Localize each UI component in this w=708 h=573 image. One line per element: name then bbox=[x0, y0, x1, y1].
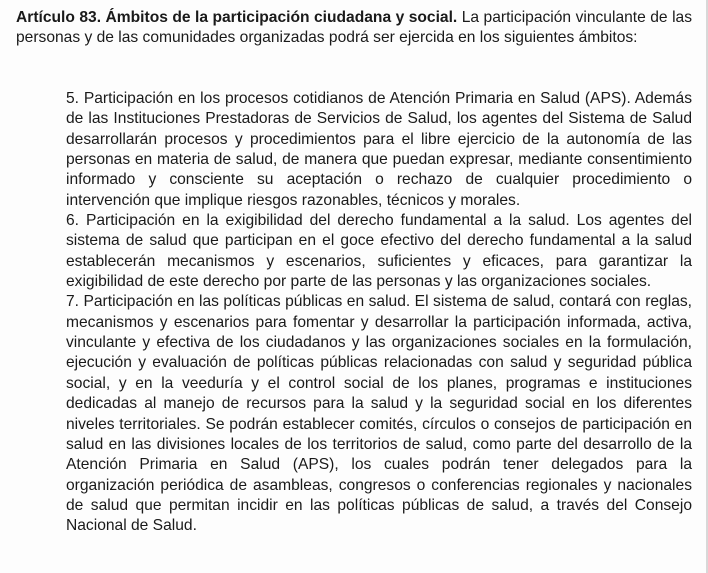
article-intro: La participación vinculante de las personas y de las comunidades organizadas podrá ser ejercida en los siguientes ámbitos: bbox=[16, 9, 692, 46]
article-title: Artículo 83. Ámbitos de la participación ciudadana y social. bbox=[16, 9, 458, 26]
article-items-list bbox=[66, 89, 692, 537]
article-item-7: 7. Participación en las políticas públicas en salud. El sistema de salud, contará con reglas, mecanismos y escenarios para fomentar y desarrollar la participación informada, activa, vinculante y efectiva de los ciudadanos y las organizaciones sociales en la formulación, ejecución y evaluación de políticas públicas relacionadas con salud y seguridad pública social, y en la veeduría y el control social de los planes, programas e instituciones dedicadas al manejo de recursos para la salud y la seguridad social en los diferentes niveles territoriales. Se podrán establecer comités, círculos o consejos de participación en salud en las divisiones locales de los territorios de salud, como parte del desarrollo de la Atención Primaria en Salud (APS), los cuales podrán tener delegados para la organización periódica de asambleas, congresos o conferencias regionales y nacionales de salud que permitan incidir en las políticas públicas de salud, a través del Consejo Nacional de Salud. bbox=[66, 293, 692, 535]
article-heading-paragraph bbox=[16, 8, 692, 48]
article-item-6: 6. Participación en la exigibilidad del derecho fundamental a la salud. Los agentes del sistema de salud que participan en el goce efectivo del derecho fundamental a la salud establecerán mecanismos y escenarios, suficientes y eficaces, para garantizar la exigibilidad de este derecho por parte de las personas y las organizaciones sociales. bbox=[66, 212, 692, 291]
article-item-5: 5. Participación en los procesos cotidianos de Atención Primaria en Salud (APS). Además de las Instituciones Prestadoras de Servicios de Salud, los agentes del Sistema de Salud desarrollarán procesos y procedimientos para el libre ejercicio de la autonomía de las personas en materia de salud, de manera que puedan expresar, mediante consentimiento informado y consciente su aceptación o rechazo de cualquier procedimiento o intervención que implique riesgos razonables, técnicos y morales. bbox=[66, 90, 692, 209]
